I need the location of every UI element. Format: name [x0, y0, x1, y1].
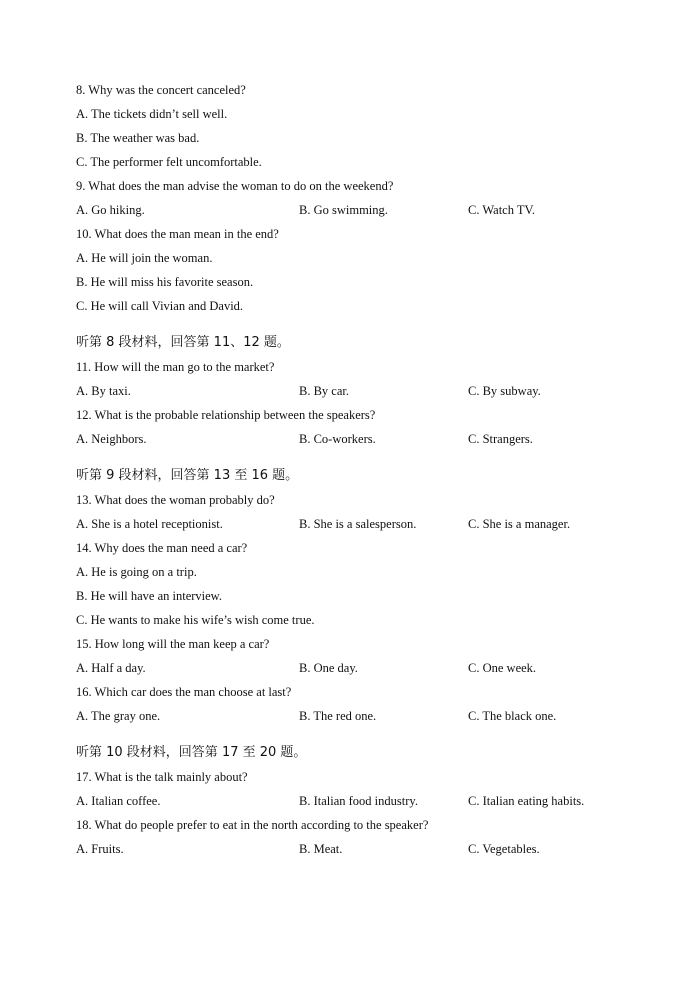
question-10-option-b: B. He will miss his favorite season. — [76, 275, 254, 289]
question-8: 8. Why was the concert canceled? — [76, 83, 246, 97]
question-13-option-a: A. She is a hotel receptionist. — [76, 517, 223, 531]
question-13-option-c: C. She is a manager. — [468, 517, 571, 531]
section-heading-8: 听第 8 段材料，回答第 11、12 题。 — [76, 335, 290, 350]
question-17-option-b: B. Italian food industry. — [299, 794, 418, 808]
question-12-option-c: C. Strangers. — [468, 432, 533, 446]
question-16-option-a: A. The gray one. — [76, 709, 161, 723]
question-9-options — [76, 198, 666, 222]
question-12-options — [76, 427, 666, 451]
question-9: 9. What does the man advise the woman to do on the weekend? — [76, 179, 394, 193]
question-15-options — [76, 656, 666, 680]
question-14-option-a: A. He is going on a trip. — [76, 565, 197, 579]
question-9-option-a: A. Go hiking. — [76, 203, 145, 217]
question-16-option-c: C. The black one. — [468, 709, 557, 723]
question-13-option-b: B. She is a salesperson. — [299, 517, 417, 531]
question-12-option-a: A. Neighbors. — [76, 432, 147, 446]
question-15-option-b: B. One day. — [299, 661, 358, 675]
question-17-option-a: A. Italian coffee. — [76, 794, 161, 808]
question-13: 13. What does the woman probably do? — [76, 493, 275, 507]
question-16: 16. Which car does the man choose at last? — [76, 685, 292, 699]
question-15: 15. How long will the man keep a car? — [76, 637, 270, 651]
question-11-option-c: C. By subway. — [468, 384, 541, 398]
question-14-option-b: B. He will have an interview. — [76, 589, 223, 603]
question-14: 14. Why does the man need a car? — [76, 541, 248, 555]
question-11-option-b: B. By car. — [299, 384, 349, 398]
question-9-option-c: C. Watch TV. — [468, 203, 536, 217]
question-17: 17. What is the talk mainly about? — [76, 770, 248, 784]
section-heading-9: 听第 9 段材料，回答第 13 至 16 题。 — [76, 468, 299, 483]
question-16-options — [76, 704, 666, 728]
question-13-options — [76, 512, 666, 536]
question-17-option-c: C. Italian eating habits. — [468, 794, 585, 808]
question-12-option-b: B. Co-workers. — [299, 432, 376, 446]
question-10-option-a: A. He will join the woman. — [76, 251, 213, 265]
question-18-options — [76, 837, 666, 861]
question-15-option-a: A. Half a day. — [76, 661, 146, 675]
question-8-option-c: C. The performer felt uncomfortable. — [76, 155, 262, 169]
question-12: 12. What is the probable relationship between the speakers? — [76, 408, 376, 422]
question-17-options — [76, 789, 666, 813]
question-9-option-b: B. Go swimming. — [299, 203, 388, 217]
question-18-option-c: C. Vegetables. — [468, 842, 540, 856]
question-11: 11. How will the man go to the market? — [76, 360, 275, 374]
question-18: 18. What do people prefer to eat in the north according to the speaker? — [76, 818, 429, 832]
question-16-option-b: B. The red one. — [299, 709, 377, 723]
question-11-options — [76, 379, 666, 403]
question-8-option-b: B. The weather was bad. — [76, 131, 200, 145]
question-15-option-c: C. One week. — [468, 661, 537, 675]
question-18-option-a: A. Fruits. — [76, 842, 124, 856]
question-11-option-a: A. By taxi. — [76, 384, 131, 398]
section-heading-10: 听第 10 段材料，回答第 17 至 20 题。 — [76, 745, 307, 760]
question-10-option-c: C. He will call Vivian and David. — [76, 299, 244, 313]
question-8-option-a: A. The tickets didn’t sell well. — [76, 107, 228, 121]
question-14-option-c: C. He wants to make his wife’s wish come true. — [76, 613, 315, 627]
exam-page — [76, 78, 666, 861]
question-18-option-b: B. Meat. — [299, 842, 343, 856]
question-10: 10. What does the man mean in the end? — [76, 227, 279, 241]
